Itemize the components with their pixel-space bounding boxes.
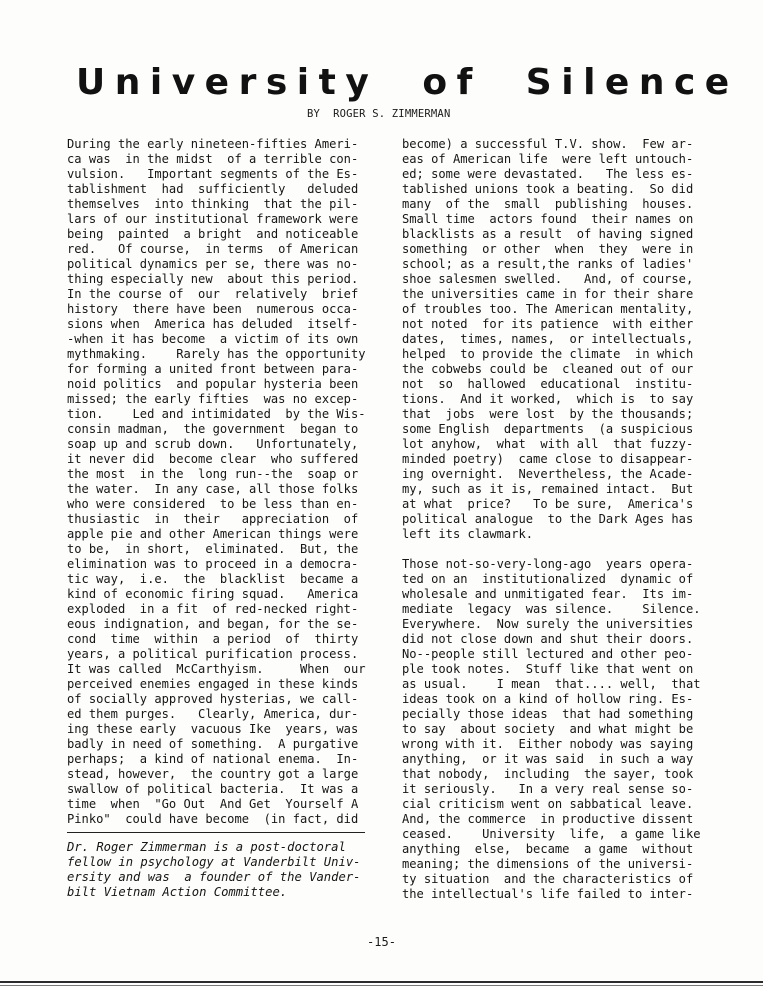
text-line: -when it has become a victim of its own (67, 332, 359, 346)
text-line: Small time actors found their names on (402, 212, 694, 226)
text-line: tic way, i.e. the blacklist became a (67, 572, 359, 586)
text-line: ing overnight. Nevertheless, the Acade- (402, 467, 694, 481)
text-line: blacklists as a result of having signed (402, 227, 694, 241)
text-line: No--people still lectured and other peo- (402, 647, 694, 661)
text-line: years, a political purification process. (67, 647, 359, 661)
text-line: meaning; the dimensions of the universi- (402, 857, 694, 871)
text-line: not noted for its patience with either (402, 317, 694, 331)
text-line: helped to provide the climate in which (402, 347, 694, 361)
text-line: And, the commerce in productive dissent (402, 812, 694, 826)
text-line: missed; the early fifties was no excep- (67, 392, 359, 406)
text-line: themselves into thinking that the pil- (67, 197, 359, 211)
text-line: the universities came in for their share (402, 287, 694, 301)
text-line: eous indignation, and began, for the se- (67, 617, 359, 631)
text-line: lars of our institutional framework were (67, 212, 359, 226)
text-line: for forming a united front between para- (67, 362, 359, 376)
text-line: become) a successful T.V. show. Few ar- (402, 137, 694, 151)
text-line: not so hallowed educational institu- (402, 377, 694, 391)
text-line: as usual. I mean that.... well, that (402, 677, 701, 691)
text-line: Pinko" could have become (in fact, did (67, 812, 359, 826)
text-line: ceased. University life, a game like (402, 827, 701, 841)
text-line: noid politics and popular hysteria been (67, 377, 359, 391)
text-line: perceived enemies engaged in these kinds (67, 677, 359, 691)
text-line: history there have been numerous occa- (67, 302, 359, 316)
text-line: the cobwebs could be cleaned out of our (402, 362, 694, 376)
left-column (67, 137, 367, 827)
right-column (402, 137, 702, 902)
text-line: ty situation and the characteristics of (402, 872, 694, 886)
footnote-divider (67, 832, 365, 833)
text-line: mediate legacy was silence. Silence. (402, 602, 701, 616)
text-line: at what price? To be sure, America's (402, 497, 694, 511)
text-line: ed; some were devastated. The less es- (402, 167, 694, 181)
text-line: who were considered to be less than en- (67, 497, 359, 511)
text-line: ideas took on a kind of hollow ring. Es- (402, 692, 694, 706)
text-line: the most in the long run--the soap or (67, 467, 359, 481)
article-title: University of Silence (76, 62, 739, 103)
text-line: tions. And it worked, which is to say (402, 392, 694, 406)
text-line: soap up and scrub down. Unfortunately, (67, 437, 359, 451)
text-line: swallow of political bacteria. It was a (67, 782, 359, 796)
paragraph-break (402, 542, 702, 557)
text-line: that jobs were lost by the thousands; (402, 407, 694, 421)
text-line: ersity and was a founder of the Vander- (67, 870, 361, 884)
page-bottom-edge (0, 981, 763, 983)
text-line: thusiastic in their appreciation of (67, 512, 359, 526)
text-line: minded poetry) came close to disappear- (402, 452, 694, 466)
text-line: mythmaking. Rarely has the opportunity (67, 347, 366, 361)
text-line: fellow in psychology at Vanderbilt Univ- (67, 855, 361, 869)
text-line: ca was in the midst of a terrible con- (67, 152, 359, 166)
text-line: school; as a result,the ranks of ladies' (402, 257, 694, 271)
text-line: tion. Led and intimidated by the Wis- (67, 407, 366, 421)
page-bottom-edge-shadow (0, 985, 763, 986)
text-line: In the course of our relatively brief (67, 287, 359, 301)
text-line: pecially those ideas that had something (402, 707, 694, 721)
text-line: It was called McCarthyism. When our (67, 662, 366, 676)
text-line: thing especially new about this period. (67, 272, 359, 286)
text-line: it seriously. In a very real sense so- (402, 782, 694, 796)
text-line: did not close down and shut their doors. (402, 632, 694, 646)
text-line: of socially approved hysterias, we call- (67, 692, 359, 706)
text-line: lot anyhow, what with all that fuzzy- (402, 437, 694, 451)
text-line: shoe salesmen swelled. And, of course, (402, 272, 694, 286)
text-line: tablishment had sufficiently deluded (67, 182, 359, 196)
text-line: political analogue to the Dark Ages has (402, 512, 694, 526)
text-line: Those not-so-very-long-ago years opera- (402, 557, 694, 571)
text-line: vulsion. Important segments of the Es- (67, 167, 359, 181)
text-line: to be, in short, eliminated. But, the (67, 542, 359, 556)
text-line: the water. In any case, all those folks (67, 482, 359, 496)
text-line: it never did become clear who suffered (67, 452, 359, 466)
text-line: dates, times, names, or intellectuals, (402, 332, 694, 346)
text-line: that nobody, including the sayer, took (402, 767, 694, 781)
text-line: to say about society and what might be (402, 722, 694, 736)
text-line: the intellectual's life failed to inter- (402, 887, 694, 901)
text-line: many of the small publishing houses. (402, 197, 694, 211)
text-line: ted on an institutionalized dynamic of (402, 572, 694, 586)
text-line: eas of American life were left untouch- (402, 152, 694, 166)
text-line: ing these early vacuous Ike years, was (67, 722, 359, 736)
text-line: apple pie and other American things were (67, 527, 359, 541)
text-line: kind of economic firing squad. America (67, 587, 359, 601)
text-line: sions when America has deluded itself- (67, 317, 359, 331)
text-line: Dr. Roger Zimmerman is a post-doctoral (67, 840, 346, 854)
text-line: badly in need of something. A purgative (67, 737, 359, 751)
text-line: perhaps; a kind of national enema. In- (67, 752, 359, 766)
text-line: elimination was to proceed in a democra- (67, 557, 359, 571)
text-line: my, such as it is, remained intact. But (402, 482, 694, 496)
text-line: cond time within a period of thirty (67, 632, 359, 646)
text-line: being painted a bright and noticeable (67, 227, 359, 241)
text-line: left its clawmark. (402, 527, 534, 541)
text-line: stead, however, the country got a large (67, 767, 359, 781)
author-note (67, 840, 367, 900)
text-line: time when "Go Out And Get Yourself A (67, 797, 359, 811)
text-line: ple took notes. Stuff like that went on (402, 662, 694, 676)
text-line: wholesale and unmitigated fear. Its im- (402, 587, 694, 601)
text-line: red. Of course, in terms of American (67, 242, 359, 256)
text-line: tablished unions took a beating. So did (402, 182, 694, 196)
text-line: of troubles too. The American mentality, (402, 302, 694, 316)
text-line: wrong with it. Either nobody was saying (402, 737, 694, 751)
text-line: exploded in a fit of red-necked right- (67, 602, 359, 616)
text-line: some English departments (a suspicious (402, 422, 694, 436)
text-line: anything, or it was said in such a way (402, 752, 694, 766)
text-line: cial criticism went on sabbatical leave. (402, 797, 694, 811)
text-line: consin madman, the government began to (67, 422, 359, 436)
byline: BY ROGER S. ZIMMERMAN (307, 108, 451, 120)
text-line: ed them purges. Clearly, America, dur- (67, 707, 359, 721)
text-line: something or other when they were in (402, 242, 694, 256)
text-line: During the early nineteen-fifties Ameri- (67, 137, 359, 151)
page-number: -15- (367, 935, 396, 949)
text-line: anything else, became a game without (402, 842, 694, 856)
text-line: bilt Vietnam Action Committee. (67, 885, 288, 899)
text-line: political dynamics per se, there was no- (67, 257, 359, 271)
text-line: Everywhere. Now surely the universities (402, 617, 694, 631)
